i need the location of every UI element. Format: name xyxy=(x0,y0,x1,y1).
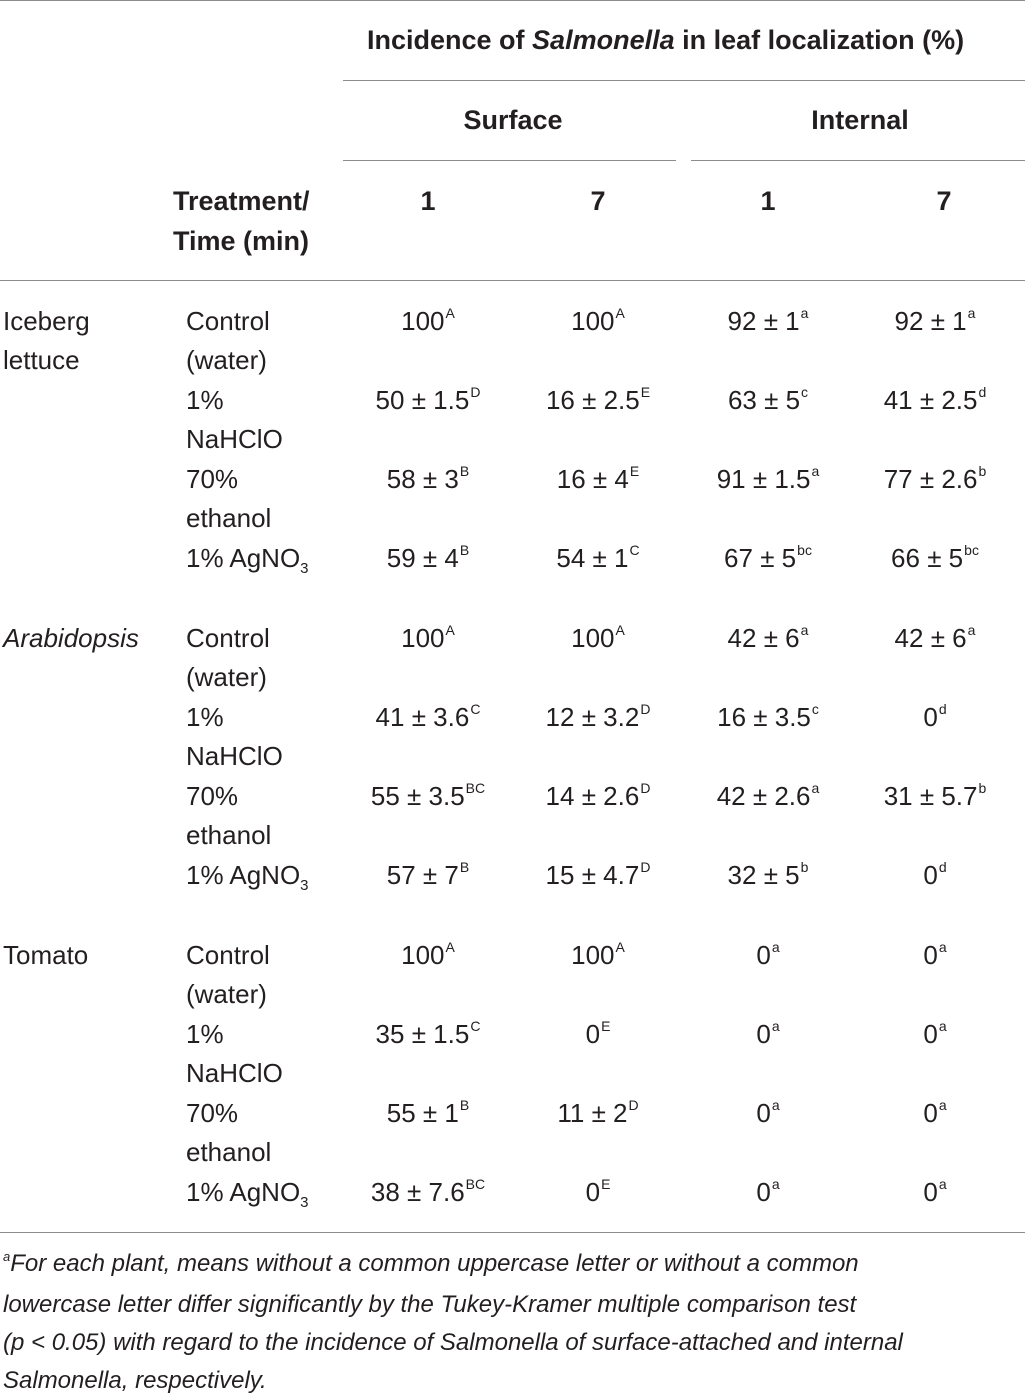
cell-value: 0 xyxy=(923,940,938,970)
footnote-marker: a xyxy=(3,1249,11,1264)
surface-header: Surface xyxy=(463,105,563,135)
treatment-text: Control xyxy=(186,306,270,336)
table-cell xyxy=(891,543,979,574)
cell-significance-letter: C xyxy=(470,701,481,717)
cell-value: 41 ± 2.5 xyxy=(883,385,978,415)
treatment-header-line1: Treatment/ xyxy=(173,186,310,216)
cell-value: 0 xyxy=(923,702,938,732)
table-cell xyxy=(728,385,808,416)
cell-significance-letter: A xyxy=(615,622,625,638)
cell-value: 92 ± 1 xyxy=(894,306,967,336)
cell-significance-letter: a xyxy=(771,1018,780,1034)
treatment-label-line2: (water) xyxy=(186,662,267,692)
cell-significance-letter: a xyxy=(771,1097,780,1113)
cell-value: 42 ± 6 xyxy=(894,623,967,653)
treatment-label xyxy=(186,306,270,337)
title-italic: Salmonella xyxy=(532,25,675,55)
time-header: 7 xyxy=(590,186,606,216)
table-cell xyxy=(376,385,481,416)
cell-value: 0 xyxy=(585,1019,601,1049)
time-header: 1 xyxy=(760,186,776,216)
cell-significance-letter: D xyxy=(470,384,481,400)
cell-value: 0 xyxy=(756,940,771,970)
table-cell xyxy=(571,623,625,654)
treatment-label-line2: ethanol xyxy=(186,503,272,533)
cell-value: 0 xyxy=(923,1019,938,1049)
treatment-label xyxy=(186,781,238,812)
table-title xyxy=(367,25,964,56)
table-cell xyxy=(923,1177,946,1208)
surface-underline xyxy=(343,160,676,161)
cell-significance-letter: b xyxy=(978,463,987,479)
cell-value: 12 ± 3.2 xyxy=(545,702,640,732)
table-cell xyxy=(756,1019,779,1050)
cell-significance-letter: c xyxy=(801,384,809,400)
footnote-line-1 xyxy=(3,1245,903,1286)
cell-value: 91 ± 1.5 xyxy=(716,464,811,494)
cell-value: 77 ± 2.6 xyxy=(883,464,978,494)
cell-significance-letter: D xyxy=(640,780,651,796)
table-cell xyxy=(884,464,987,495)
cell-value: 31 ± 5.7 xyxy=(883,781,978,811)
cell-value: 100 xyxy=(401,623,445,653)
cell-significance-letter: a xyxy=(967,622,976,638)
top-rule xyxy=(0,0,1025,1)
table-cell xyxy=(387,543,469,574)
treatment-text: 1% AgNO xyxy=(186,543,301,573)
treatment-label xyxy=(186,860,309,894)
cell-significance-letter: D xyxy=(640,701,651,717)
table-cell xyxy=(895,306,976,337)
cell-value: 67 ± 5 xyxy=(724,543,797,573)
treatment-label-line2: NaHClO xyxy=(186,741,283,771)
cell-significance-letter: C xyxy=(629,542,640,558)
cell-value: 42 ± 6 xyxy=(727,623,800,653)
cell-value: 14 ± 2.6 xyxy=(545,781,640,811)
treatment-label xyxy=(186,385,224,416)
cell-value: 0 xyxy=(923,1177,938,1207)
table-cell xyxy=(717,464,820,495)
treatment-text: 1% AgNO xyxy=(186,860,301,890)
plant-name: Iceberg xyxy=(3,306,90,336)
cell-significance-letter: A xyxy=(615,305,625,321)
cell-significance-letter: c xyxy=(811,701,819,717)
treatment-label-line2: ethanol xyxy=(186,1137,272,1167)
table-cell xyxy=(387,1098,469,1129)
table-cell xyxy=(884,781,987,812)
cell-value: 59 ± 4 xyxy=(386,543,459,573)
cell-significance-letter: a xyxy=(938,1097,947,1113)
table-cell xyxy=(923,940,946,971)
plant-name: Tomato xyxy=(3,940,89,970)
cell-value: 35 ± 1.5 xyxy=(375,1019,470,1049)
cell-value: 16 ± 4 xyxy=(556,464,629,494)
cell-significance-letter: D xyxy=(640,859,651,875)
table-cell xyxy=(923,702,946,733)
time-header: 7 xyxy=(936,186,952,216)
title-post: in leaf localization (%) xyxy=(674,25,965,55)
cell-significance-letter: bc xyxy=(964,542,979,558)
treatment-text: 1% xyxy=(186,385,224,415)
cell-significance-letter: a xyxy=(938,1176,947,1192)
cell-value: 100 xyxy=(571,306,615,336)
table-cell xyxy=(586,1177,611,1208)
table-cell xyxy=(724,543,812,574)
treatment-subscript: 3 xyxy=(300,877,309,894)
cell-significance-letter: a xyxy=(800,305,809,321)
cell-significance-letter: A xyxy=(445,939,455,955)
treatment-label-line2: NaHClO xyxy=(186,424,283,454)
table-cell xyxy=(923,1098,946,1129)
treatment-label xyxy=(186,623,270,654)
cell-significance-letter: B xyxy=(459,859,470,875)
table-cell xyxy=(728,860,809,891)
table-cell xyxy=(557,1098,638,1129)
cell-significance-letter: d xyxy=(938,859,947,875)
treatment-text: 70% xyxy=(186,781,239,811)
cell-value: 0 xyxy=(923,1098,938,1128)
cell-significance-letter: a xyxy=(800,622,809,638)
cell-value: 55 ± 3.5 xyxy=(370,781,465,811)
table-cell xyxy=(546,860,651,891)
treatment-label xyxy=(186,543,309,577)
cell-value: 16 ± 2.5 xyxy=(545,385,640,415)
table-cell xyxy=(728,306,809,337)
table-cell xyxy=(717,781,820,812)
cell-value: 58 ± 3 xyxy=(386,464,459,494)
table-cell xyxy=(387,860,469,891)
treatment-text: 1% xyxy=(186,702,224,732)
treatment-subscript: 3 xyxy=(300,560,309,577)
treatment-label xyxy=(186,940,270,971)
cell-significance-letter: B xyxy=(459,542,470,558)
table-cell xyxy=(546,702,651,733)
treatment-label-line2: (water) xyxy=(186,979,267,1009)
cell-significance-letter: BC xyxy=(465,1176,486,1192)
table-cell xyxy=(387,464,469,495)
cell-significance-letter: BC xyxy=(465,780,486,796)
cell-significance-letter: a xyxy=(938,1018,947,1034)
footnote-line-2: lowercase letter differ significantly by the Tukey-Kramer multiple comparison test xyxy=(3,1291,857,1318)
internal-underline xyxy=(691,160,1025,161)
cell-value: 100 xyxy=(571,623,615,653)
cell-value: 54 ± 1 xyxy=(556,543,629,573)
cell-significance-letter: E xyxy=(640,384,651,400)
table-cell xyxy=(717,702,819,733)
treatment-label xyxy=(186,702,224,733)
cell-significance-letter: b xyxy=(800,859,809,875)
cell-value: 0 xyxy=(923,860,938,890)
cell-value: 100 xyxy=(401,306,445,336)
cell-significance-letter: C xyxy=(470,1018,481,1034)
cell-value: 0 xyxy=(756,1019,771,1049)
cell-significance-letter: E xyxy=(629,463,640,479)
cell-value: 32 ± 5 xyxy=(727,860,800,890)
table-cell xyxy=(546,781,651,812)
cell-significance-letter: d xyxy=(938,701,947,717)
cell-significance-letter: A xyxy=(445,622,455,638)
cell-significance-letter: a xyxy=(811,463,820,479)
footnote xyxy=(3,1245,903,1400)
table-cell xyxy=(401,940,455,971)
plant-name-line2: lettuce xyxy=(3,345,80,375)
cell-value: 16 ± 3.5 xyxy=(717,702,811,732)
cell-value: 0 xyxy=(756,1098,771,1128)
table-cell xyxy=(401,623,455,654)
table-cell xyxy=(556,543,639,574)
cell-value: 0 xyxy=(585,1177,601,1207)
cell-value: 41 ± 3.6 xyxy=(375,702,470,732)
cell-significance-letter: A xyxy=(615,939,625,955)
cell-significance-letter: d xyxy=(978,384,987,400)
treatment-text: 1% xyxy=(186,1019,224,1049)
table-cell xyxy=(546,385,650,416)
treatment-header-line2: Time (min) xyxy=(173,226,310,256)
cell-value: 42 ± 2.6 xyxy=(716,781,811,811)
cell-value: 100 xyxy=(401,940,445,970)
cell-significance-letter: B xyxy=(459,1097,470,1113)
table-cell xyxy=(376,1019,481,1050)
table-cell xyxy=(371,781,485,812)
plant-name: Arabidopsis xyxy=(3,623,139,653)
cell-significance-letter: D xyxy=(628,1097,639,1113)
footer-rule xyxy=(0,1232,1025,1233)
cell-value: 55 ± 1 xyxy=(386,1098,459,1128)
treatment-label-line2: NaHClO xyxy=(186,1058,283,1088)
cell-value: 15 ± 4.7 xyxy=(545,860,640,890)
treatment-label xyxy=(186,1098,238,1129)
cell-significance-letter: a xyxy=(938,939,947,955)
treatment-text: 70% xyxy=(186,1098,239,1128)
treatment-label xyxy=(186,1019,224,1050)
table-cell xyxy=(571,306,625,337)
cell-value: 100 xyxy=(571,940,615,970)
internal-header: Internal xyxy=(811,105,909,135)
treatment-label xyxy=(186,464,238,495)
table-cell xyxy=(586,1019,611,1050)
table-cell xyxy=(923,1019,946,1050)
footnote-line-4: Salmonella, respectively. xyxy=(3,1367,267,1394)
cell-significance-letter: b xyxy=(978,780,987,796)
cell-significance-letter: a xyxy=(771,939,780,955)
cell-value: 38 ± 7.6 xyxy=(370,1177,465,1207)
treatment-text: Control xyxy=(186,940,270,970)
table-cell xyxy=(756,940,779,971)
cell-significance-letter: E xyxy=(601,1176,611,1192)
cell-significance-letter: E xyxy=(601,1018,611,1034)
table-cell xyxy=(557,464,639,495)
treatment-text: 70% xyxy=(186,464,239,494)
treatment-label xyxy=(186,1177,309,1211)
header-bottom-rule xyxy=(0,280,1025,281)
table-cell xyxy=(895,623,976,654)
treatment-text: 1% AgNO xyxy=(186,1177,301,1207)
cell-value: 63 ± 5 xyxy=(727,385,801,415)
title-pre: Incidence of xyxy=(367,25,533,55)
cell-value: 66 ± 5 xyxy=(891,543,964,573)
table-cell xyxy=(401,306,455,337)
table-cell xyxy=(371,1177,485,1208)
table-cell xyxy=(884,385,987,416)
footnote-line-3: (p < 0.05) with regard to the incidence of Salmonella of surface-attached and internal xyxy=(3,1329,903,1356)
cell-value: 92 ± 1 xyxy=(727,306,800,336)
cell-value: 11 ± 2 xyxy=(557,1098,628,1128)
cell-significance-letter: bc xyxy=(797,542,812,558)
cell-significance-letter: a xyxy=(771,1176,780,1192)
table-cell xyxy=(923,860,946,891)
table-cell xyxy=(571,940,625,971)
table-cell xyxy=(728,623,809,654)
cell-significance-letter: a xyxy=(811,780,820,796)
treatment-subscript: 3 xyxy=(300,1194,309,1211)
table-cell xyxy=(756,1098,779,1129)
cell-significance-letter: B xyxy=(459,463,470,479)
treatment-label-line2: (water) xyxy=(186,345,267,375)
footnote-text: For each plant, means without a common uppercase letter or without a common xyxy=(10,1250,859,1277)
cell-value: 57 ± 7 xyxy=(386,860,459,890)
cell-value: 0 xyxy=(756,1177,771,1207)
treatment-text: Control xyxy=(186,623,270,653)
table-cell xyxy=(376,702,481,733)
title-underline xyxy=(343,80,1025,81)
cell-significance-letter: A xyxy=(445,305,455,321)
table-cell xyxy=(756,1177,779,1208)
treatment-label-line2: ethanol xyxy=(186,820,272,850)
cell-value: 50 ± 1.5 xyxy=(375,385,470,415)
time-header: 1 xyxy=(420,186,436,216)
cell-significance-letter: a xyxy=(967,305,976,321)
